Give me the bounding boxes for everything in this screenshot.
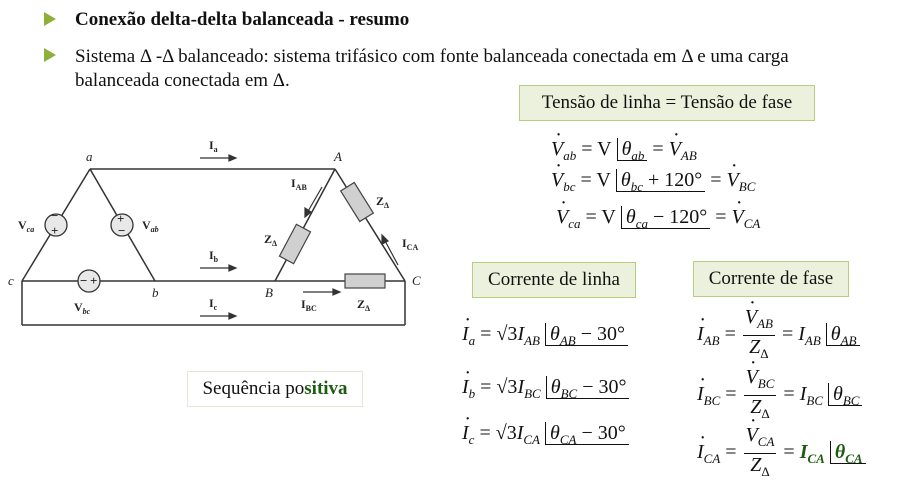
corrente-linha-label: Corrente de linha: [488, 269, 620, 290]
arrow-ibc: [333, 289, 340, 295]
sequencia-box: [187, 371, 363, 407]
load-z-bc: [345, 274, 385, 288]
label-z-ab: $Z_\Delta$: [264, 232, 278, 248]
sequencia-label-b: sitiva: [304, 378, 348, 399]
source-vab-sign: −: [118, 223, 126, 238]
load-z-ca: [341, 182, 374, 221]
corrente-fase-label: Corrente de fase: [708, 268, 834, 289]
source-vbc-sign: +: [90, 273, 98, 288]
source-vbc-sign: −: [80, 273, 88, 288]
eq-i2: · $I_b = √3I_{BC}$ $\theta_{BC} - 30^\circ$: [462, 376, 629, 402]
arrow-ic: [229, 313, 236, 319]
label-ibc: $I_{BC}$: [301, 297, 317, 313]
arrow-ica: [382, 235, 388, 244]
label-ica: $I_{CA}$: [402, 236, 419, 252]
eq-f1: · $I_{AB}$ = · $\frac{V_{AB}}{Z_\Delta}$ = $I_{AB}$ $\theta_{AB}$: [697, 306, 860, 365]
source-vca-sign: −: [51, 208, 59, 223]
label-z-ca: $Z_\Delta$: [376, 194, 390, 210]
slide-text: Sistema Δ -Δ balanceado: sistema trifásico com fonte balanceada conectada em Δ e uma carga balanceada conectada em Δ.: [75, 46, 789, 91]
label-ic: $I_c$: [209, 296, 218, 312]
label-ia: $I_a$: [209, 138, 218, 154]
node-B: B: [265, 285, 273, 300]
source-vca-sign: +: [51, 223, 59, 238]
eq-f3: · $I_{CA}$ = · $\frac{V_{CA}}{Z_\Delta}$ = $I_{CA}$ $\theta_{CA}$: [697, 424, 866, 483]
node-c: c: [8, 273, 14, 288]
arrow-ia: [229, 155, 236, 161]
eq-v3: · $V_{ca} = V$ $\theta_{ca} - 120^\circ$ = · $V_{CA}$: [556, 206, 760, 232]
slide-title: Conexão delta-delta balanceada - resumo: [75, 9, 410, 30]
label-vbc: $V_{bc}$: [74, 300, 91, 316]
load-A-C: [335, 169, 405, 281]
eq-i1: · $I_a = √3I_{AB}$ $\theta_{AB} - 30^\circ$: [462, 323, 628, 349]
node-C: C: [412, 273, 421, 288]
eq-v2: · $V_{bc} = V$ $\theta_{bc} + 120^\circ$ = · $V_{BC}$: [551, 169, 755, 195]
bullet-icon: [44, 48, 56, 62]
arrow-ib: [229, 265, 236, 271]
eq-v1: · $V_{ab} = V$ $\theta_{ab}$ = · $V_{AB}$: [551, 138, 697, 164]
label-ib: $I_b$: [209, 248, 219, 264]
eq-f2: · $I_{BC}$ = · $\frac{V_{BC}}{Z_\Delta}$ = $I_{BC}$ $\theta_{BC}$: [697, 366, 862, 425]
load-z-ab: [279, 224, 310, 263]
label-vab: $V_{ab}$: [142, 218, 159, 234]
corrente-fase-box: [693, 261, 849, 297]
label-iab: $I_{AB}$: [291, 176, 307, 192]
eq-i3: · $I_c = √3I_{CA}$ $\theta_{CA} - 30^\circ$: [462, 422, 629, 448]
label-vca: $V_{ca}$: [18, 218, 35, 234]
node-b: b: [152, 285, 159, 300]
corrente-linha-box: [472, 262, 636, 298]
node-a: a: [86, 149, 93, 164]
bullet-icon: [44, 12, 56, 26]
delta-delta-circuit: [0, 125, 460, 345]
tensao-box: [519, 85, 815, 121]
node-A: A: [334, 149, 342, 164]
sequencia-label-a: Sequência po: [202, 378, 305, 399]
label-z-bc: $Z_\Delta$: [357, 297, 371, 313]
source-vab-sign: +: [117, 211, 125, 226]
tensao-label: Tensão de linha = Tensão de fase: [541, 92, 793, 113]
